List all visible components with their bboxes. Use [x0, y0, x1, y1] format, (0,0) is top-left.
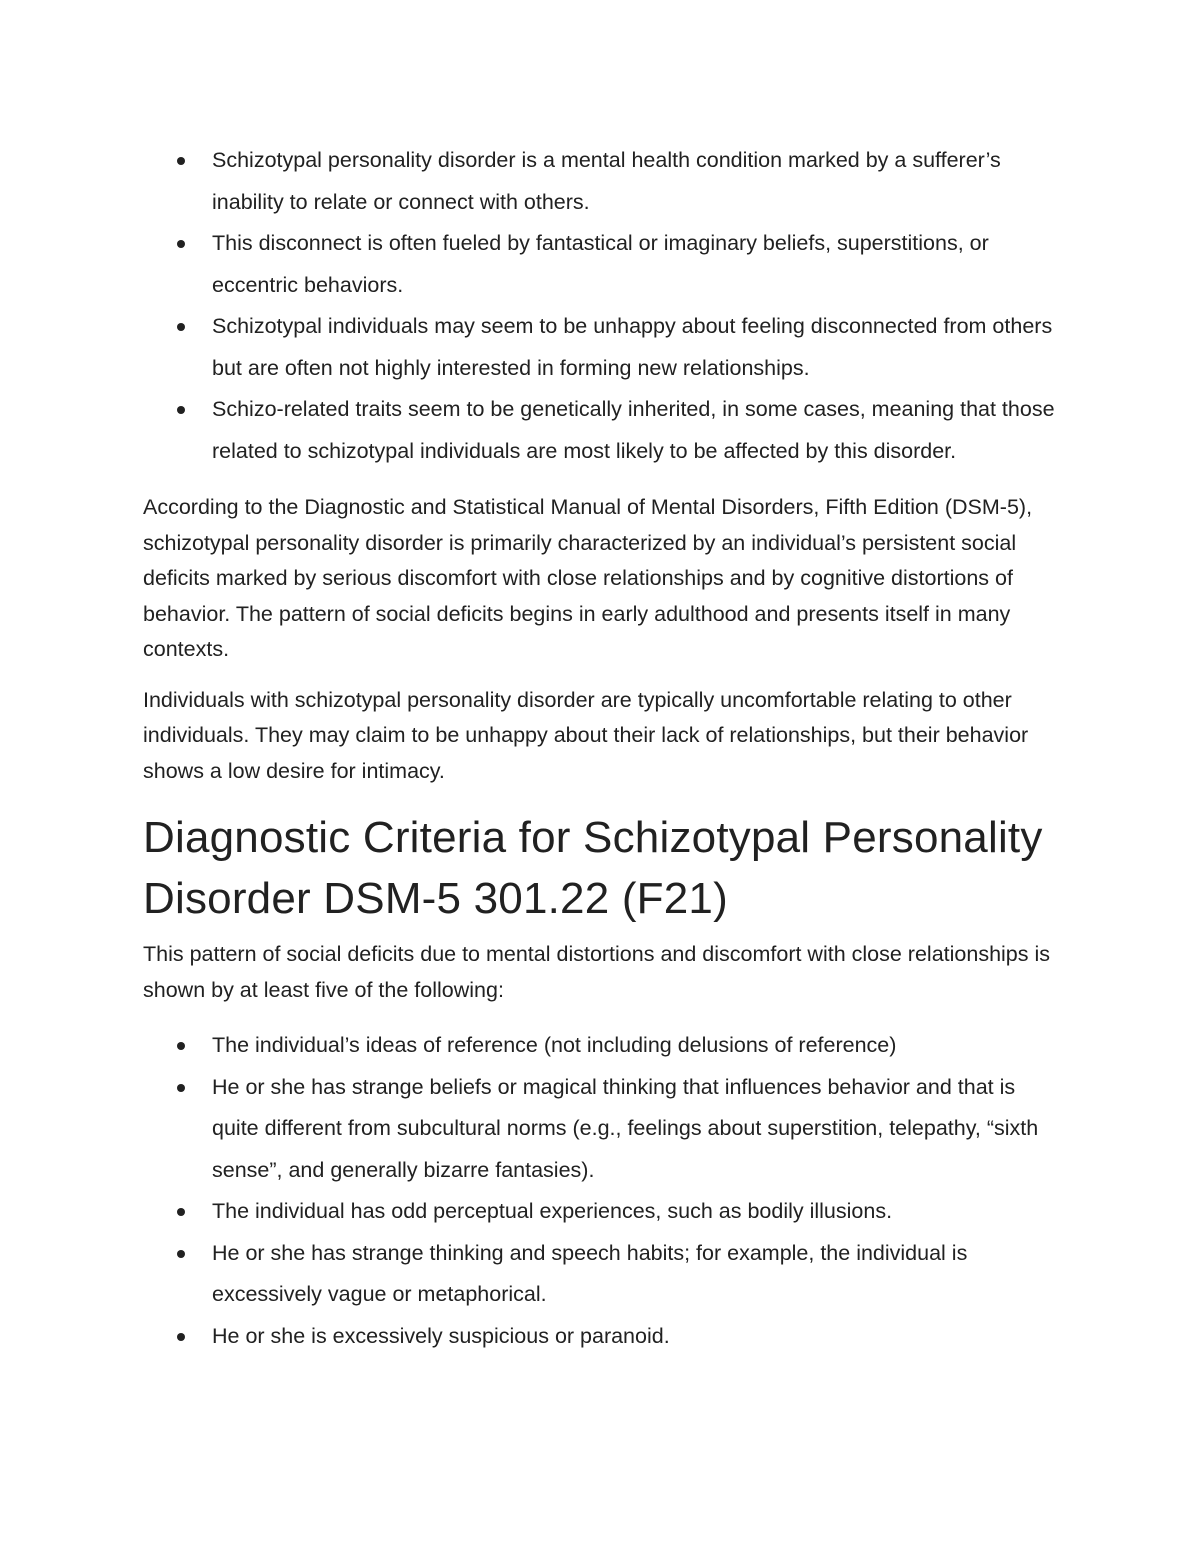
criteria-bullet-list [143, 1025, 1063, 1357]
list-item [143, 1191, 1063, 1233]
list-item-text: He or she has strange thinking and speech habits; for example, the individual is excessively vague or metaphorical. [212, 1240, 968, 1306]
list-item [143, 389, 1063, 472]
list-item [143, 1067, 1063, 1192]
list-item [143, 306, 1063, 389]
list-item-text: Schizotypal individuals may seem to be unhappy about feeling disconnected from others but are often not highly interested in forming new relationships. [212, 314, 1053, 380]
list-item-text: He or she is excessively suspicious or paranoid. [212, 1323, 670, 1348]
list-item-text: Schizotypal personality disorder is a mental health condition marked by a sufferer’s inability to relate or connect with others. [212, 148, 1001, 214]
list-item-text: The individual’s ideas of reference (not including delusions of reference) [212, 1033, 897, 1057]
paragraph-dsm: According to the Diagnostic and Statistical Manual of Mental Disorders, Fifth Edition (DSM-5), schizotypal personality disorder is primarily characterized by an individual’s persistent social deficits marked by serious discomfort with close relationships and by cognitive distortions of behavior. The pattern of social deficits begins in early adulthood and presents itself in many contexts. [143, 495, 1033, 661]
list-item [143, 223, 1063, 306]
list-item [143, 140, 1063, 223]
list-item-text: The individual has odd perceptual experiences, such as bodily illusions. [212, 1199, 893, 1223]
section-heading: Diagnostic Criteria for Schizotypal Personality Disorder DSM-5 301.22 (F21) [143, 813, 1043, 923]
list-item [143, 1316, 1063, 1358]
list-item-text: Schizo-related traits seem to be genetically inherited, in some cases, meaning that those related to schizotypal individuals are most likely to be affected by this disorder. [212, 397, 1055, 463]
intro-bullet-list [143, 140, 1063, 472]
list-item [143, 1025, 1063, 1067]
list-item-text: He or she has strange beliefs or magical thinking that influences behavior and that is quite different from subcultural norms (e.g., feelings about superstition, telepathy, “sixth sense”, and generally bizarre fantasies). [212, 1074, 1039, 1182]
document-page [143, 140, 1063, 1357]
paragraph-pattern: This pattern of social deficits due to mental distortions and discomfort with close relationships is shown by at least five of the following: [143, 942, 1051, 1002]
paragraph-individuals: Individuals with schizotypal personality disorder are typically uncomfortable relating to other individuals. They may claim to be unhappy about their lack of relationships, but their behavior shows a low desire for intimacy. [143, 687, 1029, 783]
list-item [143, 1233, 1063, 1316]
list-item-text: This disconnect is often fueled by fantastical or imaginary beliefs, superstitions, or eccentric behaviors. [212, 231, 989, 297]
